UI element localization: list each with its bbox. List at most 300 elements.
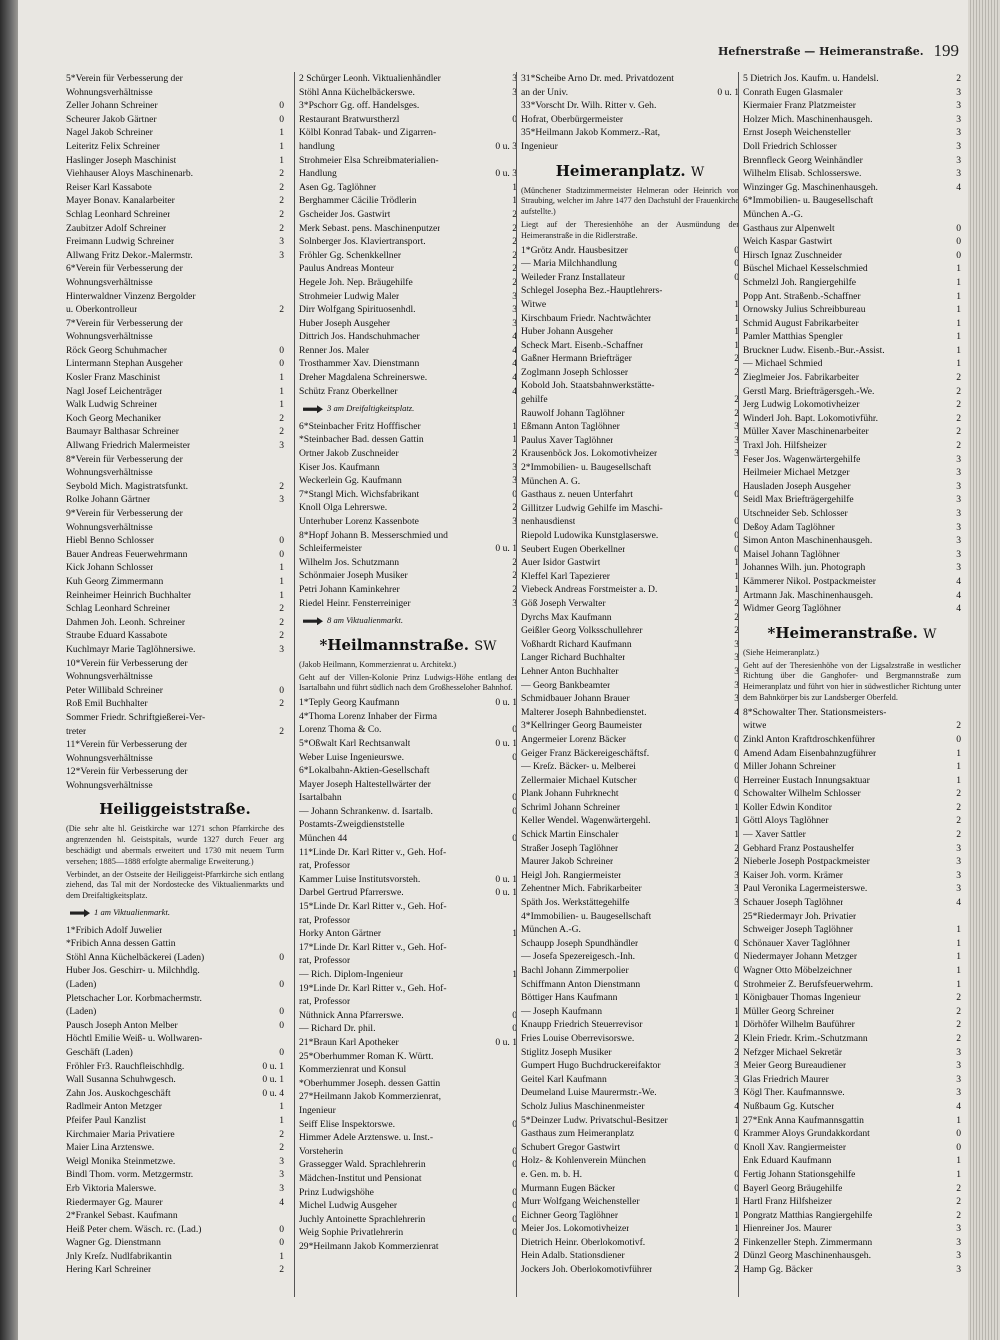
floor-number: 0 [512, 488, 517, 500]
floor-number: 0 u. 1 [495, 873, 517, 885]
entry-text: Peter Willibald Schreiner [66, 684, 163, 696]
floor-number [281, 992, 284, 1006]
directory-entry [743, 1249, 961, 1263]
entry-text: Widmer Georg Taglöhner [743, 603, 842, 615]
entry-text: München A.-G. [521, 924, 581, 936]
entry-text: Jnly Kreſz. Nudlfabrikantin [66, 1250, 172, 1262]
entry-text: Strohmeier Elsa Schreibmaterialien- [299, 154, 439, 166]
directory-entry [66, 1236, 284, 1250]
floor-number: 1 [956, 951, 961, 963]
floor-number: 1 [734, 815, 739, 827]
directory-entry [743, 480, 961, 494]
street-description: Liegt auf der Theresienhöhe an der Ausmündung der Heimeranstraße in die Ridlerstraße. [521, 219, 739, 240]
entry-text: Petri Johann Kaminkehrer [299, 583, 400, 595]
floor-number: 1 [734, 326, 739, 338]
directory-entry [299, 791, 517, 805]
entry-text: Paul Veronika Lagermeisterswe. [743, 883, 868, 895]
directory-entry [521, 855, 739, 869]
entry-text: 3*Kellringer Georg Baumeister [521, 720, 643, 732]
floor-number: 2 [956, 412, 961, 424]
floor-number: 1 [956, 290, 961, 302]
floor-number: 3 [279, 236, 284, 248]
floor-number: 3 [512, 304, 517, 316]
entry-text: Geitel Karl Kaufmann [521, 1073, 607, 1085]
entry-text: 19*Linde Dr. Karl Ritter v., Geh. Hof- [299, 982, 447, 994]
floor-number: 3 [956, 1264, 961, 1276]
directory-entry [743, 344, 961, 358]
entry-text: Zaubitzer Adolf Schreiner [66, 222, 167, 234]
directory-entry [66, 1128, 284, 1142]
entry-text: Geiger Franz Bäckereigeschäftsf. [521, 747, 650, 759]
floor-number: 3 [956, 508, 961, 519]
entry-text: Hofrat, Oberbürgermeister [521, 113, 624, 125]
floor-number: 2 [956, 440, 961, 452]
entry-text: 6*Steinbacher Fritz Hofffischer [299, 420, 421, 432]
floor-number: 0 [279, 535, 284, 547]
directory-entry [299, 1172, 517, 1186]
floor-number: 2 [734, 597, 739, 609]
floor-number: 1 [956, 978, 961, 990]
directory-entry [66, 643, 284, 657]
directory-entry [66, 1182, 284, 1196]
entry-text: *Steinbacher Bad. dessen Gattin [299, 434, 424, 446]
floor-number: 3 [279, 249, 284, 261]
entry-text: Röck Georg Schuhmacher [66, 344, 168, 356]
floor-number: 2 [279, 616, 284, 628]
floor-number: 0 [512, 1118, 517, 1130]
directory-entry [299, 710, 517, 724]
directory-entry [521, 719, 739, 733]
entry-text: Gasthaus zum Heimeranplatz [521, 1128, 634, 1140]
floor-number: 1 [734, 1209, 739, 1221]
floor-number: 1 [956, 1155, 961, 1167]
directory-entry [743, 1018, 961, 1032]
entry-text: Riedermayer Gg. Maurer [66, 1196, 163, 1208]
directory-entry [521, 774, 739, 788]
directory-entry [743, 1209, 961, 1223]
entry-text: 25*Riedermayr Joh. Privatier [743, 910, 857, 922]
directory-entry [521, 842, 739, 856]
floor-number: 1 [734, 1196, 739, 1208]
directory-entry [299, 982, 517, 996]
entry-text: 31*Scheibe Arno Dr. med. Privatdozent [521, 73, 674, 84]
entry-text: Göttl Aloys Taglöhner [743, 815, 829, 827]
entry-text: Kaiser Joh. vorm. Krämer [743, 869, 843, 881]
directory-entry [521, 126, 739, 140]
floor-number: 3 [956, 521, 961, 533]
directory-entry [521, 325, 739, 339]
floor-number [281, 937, 284, 951]
entry-text: Baumayr Balthasar Schreiner [66, 426, 179, 438]
directory-entry [521, 882, 739, 896]
entry-text: Schowalter Wilhelm Schlosser [743, 788, 861, 800]
page-edge-stack [968, 0, 1000, 1340]
street-description: Geht auf der Theresienhöhe von der Ligsalzstraße in westlicher Richtung über die Ganghofer- und Bergmannstraße zum Heimeranplatz und führt von hier in südwestlicher Richtung unter dem Bahnkörper bis zur Landsberger Oberfeld. [743, 660, 961, 702]
entry-text: 5*Verein für Verbesserung der [66, 73, 183, 84]
directory-entry [299, 371, 517, 385]
floor-number: 3 [279, 643, 284, 655]
directory-entry [743, 719, 961, 733]
entry-text: Gaßner Hermann Briefträger [521, 353, 632, 365]
floor-number: 3 [956, 1046, 961, 1058]
entry-text: 12*Verein für Verbesserung der [66, 766, 188, 778]
floor-number: 1 [734, 1019, 739, 1031]
directory-entry [521, 1100, 739, 1114]
entry-text: Weigl Monika Steinmetzwe. [66, 1155, 176, 1167]
reference-text: 8 am Viktualienmarkt. [327, 615, 403, 626]
floor-number: 3 [734, 1087, 739, 1099]
floor-number: 3 [956, 548, 961, 560]
entry-text: Michel Ludwig Ausgeher [299, 1200, 398, 1212]
floor-number: 4 [512, 331, 517, 343]
entry-text: Mayer Joseph Haltestellwärter der [299, 778, 431, 790]
entry-text: Koller Edwin Konditor [743, 801, 832, 813]
floor-number: 3 [279, 494, 284, 506]
entry-text: Hirsch Ignaz Zuschneider [743, 249, 843, 261]
floor-number: 3 [734, 652, 739, 664]
entry-text: Fries Louise Oberrevisorswe. [521, 1032, 635, 1044]
entry-text: Maurer Jakob Schreiner [521, 856, 614, 868]
directory-entry [743, 439, 961, 453]
floor-number: 3 [734, 448, 739, 460]
floor-number: 3 [956, 1060, 961, 1072]
directory-entry [66, 194, 284, 208]
entry-text: Hausladen Joseph Ausgeher [743, 480, 851, 492]
floor-number: 2 [956, 385, 961, 397]
entry-text: Wohnungsverhältnisse [66, 86, 153, 98]
directory-entry [743, 1182, 961, 1196]
entry-text: Seybold Mich. Magistratsfunkt. [66, 480, 189, 492]
directory-entry [299, 1145, 517, 1159]
floor-number: 3 [734, 665, 739, 677]
entry-text: — Rich. Diplom-Ingenieur [299, 969, 404, 981]
entry-text: Berghammer Cäcilie Trödlerin [299, 195, 417, 207]
floor-number: 3 [734, 434, 739, 446]
directory-entry [743, 357, 961, 371]
entry-text: 11*Linde Dr. Karl Ritter v., Geh. Hof- [299, 846, 447, 858]
directory-entry [743, 1236, 961, 1250]
floor-number: 2 [279, 1264, 284, 1276]
directory-entry [299, 542, 517, 556]
page-number: 199 [933, 41, 959, 60]
floor-number: 3 [956, 1250, 961, 1262]
entry-text: Dyrchs Max Kaufmann [521, 611, 612, 623]
floor-number: 1 [956, 358, 961, 370]
floor-number: 0 [956, 236, 961, 248]
entry-text: Scholz Julius Maschinenmeister [521, 1100, 645, 1112]
entry-text: 15*Linde Dr. Karl Ritter v., Geh. Hof- [299, 901, 447, 913]
directory-entry [299, 72, 517, 86]
directory-entry [299, 1009, 517, 1023]
directory-entry [299, 995, 517, 1009]
directory-entry [743, 412, 961, 426]
entry-text: Prinz Ludwigshöhe [299, 1186, 374, 1198]
entry-text: Nußbaum Gg. Kutscher [743, 1100, 835, 1112]
entry-text: Doll Friedrich Schlosser [743, 140, 837, 152]
floor-number: 1 [512, 195, 517, 207]
entry-text: Schweiger Joseph Taglöhner [743, 924, 853, 936]
directory-entry [521, 1059, 739, 1073]
directory-entry [299, 696, 517, 710]
entry-text: Ortner Jakob Zuschneider [299, 448, 399, 460]
directory-entry [521, 1032, 739, 1046]
entry-text: Deumeland Luise Maurermstr.-We. [521, 1087, 657, 1099]
entry-text: Zoglmann Joseph Schlosser [521, 366, 629, 378]
entry-text: Pletschacher Lor. Korbmachermstr. [66, 992, 202, 1004]
directory-entry [521, 570, 739, 584]
directory-entry [521, 583, 739, 597]
entry-text: Gasthaus zur Alpenwelt [743, 222, 835, 234]
floor-number: 0 [512, 805, 517, 817]
entry-text: rat, Professor [299, 955, 351, 967]
entry-text: Scheurer Jakob Gärtner [66, 113, 157, 125]
directory-entry [299, 208, 517, 222]
floor-number: 0 u. 3 [495, 168, 517, 180]
directory-entry [743, 99, 961, 113]
entry-text: Gscheider Jos. Gastwirt [299, 208, 391, 220]
directory-entry [299, 1118, 517, 1132]
entry-text: Gumpert Hugo Buchdruckereifaktor [521, 1060, 661, 1072]
floor-number: 4 [512, 385, 517, 397]
directory-entry [521, 1182, 739, 1196]
directory-entry [66, 534, 284, 548]
entry-text: 2 Schürger Leonh. Viktualienhändler [299, 73, 441, 84]
directory-entry [299, 140, 517, 154]
directory-entry [743, 222, 961, 236]
entry-text: Nagel Jakob Schreiner [66, 127, 153, 139]
directory-entry [521, 747, 739, 761]
floor-number: 0 u. 1 [262, 1060, 284, 1072]
floor-number: 4 [512, 344, 517, 356]
floor-number: 0 [956, 1141, 961, 1153]
directory-entry [743, 276, 961, 290]
directory-entry [743, 1114, 961, 1128]
directory-entry [299, 723, 517, 737]
entry-text: rat, Professor [299, 914, 351, 926]
entry-text: Renner Jos. Maler [299, 344, 370, 356]
entry-text: Heilmeier Michael Metzger [743, 467, 850, 479]
entry-text: Pamler Matthias Spengler [743, 331, 843, 343]
directory-entry [743, 330, 961, 344]
directory-entry [743, 1032, 961, 1046]
floor-number: 3 [279, 440, 284, 452]
directory-entry [521, 393, 739, 407]
floor-number: 2 [512, 236, 517, 248]
entry-text: Kammer Luise Institutsvorsteh. [299, 873, 421, 885]
entry-text: Bayerl Georg Bräugehilfe [743, 1182, 843, 1194]
entry-text: Murr Wolfgang Weichensteller [521, 1196, 640, 1208]
column-1 [66, 72, 284, 1277]
floor-number [281, 670, 284, 684]
entry-text: Kämmerer Nikol. Postpackmeister [743, 575, 876, 587]
directory-entry [743, 575, 961, 589]
entry-text: Stöhl Anna Küchelbäckerswe. [299, 86, 415, 98]
entry-text: Glas Friedrich Maurer [743, 1073, 829, 1085]
floor-number: 1 [956, 761, 961, 773]
floor-number: 2 [512, 276, 517, 288]
floor-number: 3 [956, 453, 961, 465]
entry-text: handlung [299, 140, 335, 152]
directory-entry [521, 1073, 739, 1087]
directory-entry [521, 624, 739, 638]
floor-number: 3 [956, 127, 961, 139]
directory-entry [299, 1226, 517, 1240]
floor-number: 1 [734, 339, 739, 351]
floor-number: 0 u. 1 [495, 887, 517, 899]
directory-entry [66, 276, 284, 290]
directory-entry [299, 330, 517, 344]
directory-entry [66, 1005, 284, 1019]
directory-entry [66, 1073, 284, 1087]
entry-text: 17*Linde Dr. Karl Ritter v., Geh. Hof- [299, 941, 447, 953]
entry-text: Göß Joseph Verwalter [521, 597, 606, 609]
directory-entry [66, 575, 284, 589]
floor-number: 3 [956, 140, 961, 152]
directory-entry [66, 1087, 284, 1101]
directory-entry [299, 501, 517, 515]
floor-number: 3 [956, 869, 961, 881]
directory-entry [66, 126, 284, 140]
directory-entry [521, 434, 739, 448]
floor-number [281, 752, 284, 766]
entry-text: Kleffel Karl Tapezierer [521, 570, 610, 582]
directory-entry [743, 937, 961, 951]
entry-text: Wagner Otto Möbelzeichner [743, 965, 852, 977]
floor-number: 1 [279, 154, 284, 166]
directory-entry [521, 787, 739, 801]
entry-text: Pongratz Matthias Rangiergehilfe [743, 1209, 873, 1221]
directory-entry [299, 1199, 517, 1213]
floor-number [281, 964, 284, 978]
directory-entry [299, 778, 517, 792]
entry-text: 11*Verein für Verbesserung der [66, 739, 188, 751]
directory-entry [521, 312, 739, 326]
street-heading [743, 622, 961, 646]
entry-text: *Oberhummer Joseph. dessen Gattin [299, 1077, 441, 1089]
floor-number: 3 [956, 535, 961, 547]
floor-number: 0 u. 4 [262, 1087, 284, 1099]
directory-entry [521, 1141, 739, 1155]
floor-number: 1 [734, 1223, 739, 1235]
entry-text: — Georg Bankbeamter [521, 679, 611, 691]
entry-text: Schmid August Fabrikarbeiter [743, 317, 859, 329]
directory-entry [521, 801, 739, 815]
floor-number: 3 [734, 869, 739, 881]
entry-text: Straßer Joseph Taglöhner [521, 842, 619, 854]
directory-entry [521, 271, 739, 285]
directory-entry [66, 924, 284, 938]
entry-text: u. Oberkontrolleur [66, 304, 138, 316]
directory-entry [521, 1154, 739, 1168]
entry-text: Maier Lina Arztenswe. [66, 1142, 155, 1154]
floor-number: 3 [279, 1155, 284, 1167]
entry-text: Vorsteherin [299, 1145, 344, 1157]
street-description: (Jakob Heilmann, Kommerzienrat u. Architekt.) [299, 659, 457, 669]
entry-text: Weckerlein Gg. Kaufmann [299, 475, 402, 487]
entry-text: — Xaver Sattler [743, 829, 806, 841]
floor-number: 3 [734, 897, 739, 909]
floor-number: 3 [956, 562, 961, 574]
directory-entry [521, 556, 739, 570]
floor-number: 3 [734, 421, 739, 433]
entry-text: Wohnungsverhältnisse [66, 779, 153, 791]
floor-number: 3 [734, 1060, 739, 1072]
directory-entry [66, 521, 284, 535]
street-name: Heimeranplatz. [555, 161, 686, 180]
directory-entry [521, 1236, 739, 1250]
entry-text: Schlag Leonhard Schreiner [66, 603, 171, 615]
floor-number: 2 [956, 372, 961, 384]
directory-entry [299, 859, 517, 873]
floor-number: 2 [512, 222, 517, 234]
entry-text: Finkenzeller Steph. Zimmermann [743, 1236, 873, 1248]
entry-text: Nüthnick Anna Pfarrerswe. [299, 1009, 404, 1021]
directory-entry [299, 954, 517, 968]
entry-text: Wohnungsverhältnisse [66, 467, 153, 479]
floor-number: 3 [956, 100, 961, 112]
entry-text: Knaupp Friedrich Steuerrevisor [521, 1019, 643, 1031]
entry-text: Schriml Johann Schreiner [521, 801, 621, 813]
floor-number: 0 u. 1 [495, 737, 517, 749]
directory-entry [299, 474, 517, 488]
directory-entry [521, 937, 739, 951]
directory-entry [299, 303, 517, 317]
directory-entry [743, 869, 961, 883]
entry-text: Asen Gg. Taglöhner [299, 181, 377, 193]
floor-number: 2 [512, 249, 517, 261]
floor-number: 1 [734, 570, 739, 582]
floor-number: 2 [734, 407, 739, 419]
entry-text: Winzinger Gg. Maschinenhausgeh. [743, 181, 878, 193]
entry-text: 7*Stangl Mich. Wichsfabrikant [299, 488, 420, 500]
floor-number: 2 [279, 208, 284, 220]
directory-entry [743, 950, 961, 964]
street-name: Heiliggeiststraße. [99, 800, 251, 819]
entry-text: Fertig Johann Stationsgehilfe [743, 1168, 856, 1180]
directory-entry [743, 235, 961, 249]
directory-entry [521, 1018, 739, 1032]
directory-entry [299, 447, 517, 461]
entry-text: rat, Professor [299, 996, 351, 1008]
directory-entry [299, 805, 517, 819]
floor-number: 2 [956, 829, 961, 841]
floor-number: 1 [279, 562, 284, 574]
floor-number: 2 [956, 992, 961, 1004]
entry-text: Kuchlmayr Marie Taglöhnersiwe. [66, 643, 196, 655]
directory-page [18, 0, 968, 1340]
directory-entry [299, 357, 517, 371]
street-description: (Siehe Heimeranplatz.) [743, 647, 819, 657]
entry-text: Schönauer Xaver Taglöhner [743, 937, 851, 949]
directory-entry [743, 208, 961, 222]
directory-entry [66, 222, 284, 236]
floor-number: 0 [734, 978, 739, 990]
directory-entry [299, 1213, 517, 1227]
running-head: Hefnerstraße — Heimeranstraße. [718, 45, 924, 58]
floor-number: 0 u. 1 [495, 543, 517, 555]
directory-entry [521, 923, 739, 937]
directory-entry [299, 900, 517, 914]
directory-entry [743, 453, 961, 467]
directory-entry [66, 466, 284, 480]
floor-number: 2 [279, 426, 284, 438]
entry-text: *Fribich Anna dessen Gattin [66, 938, 176, 950]
directory-entry [66, 937, 284, 951]
entry-text: Späth Jos. Werkstättegehilfe [521, 897, 630, 909]
floor-number: 3 [956, 883, 961, 895]
directory-entry [299, 1022, 517, 1036]
floor-number: 1 [279, 399, 284, 411]
